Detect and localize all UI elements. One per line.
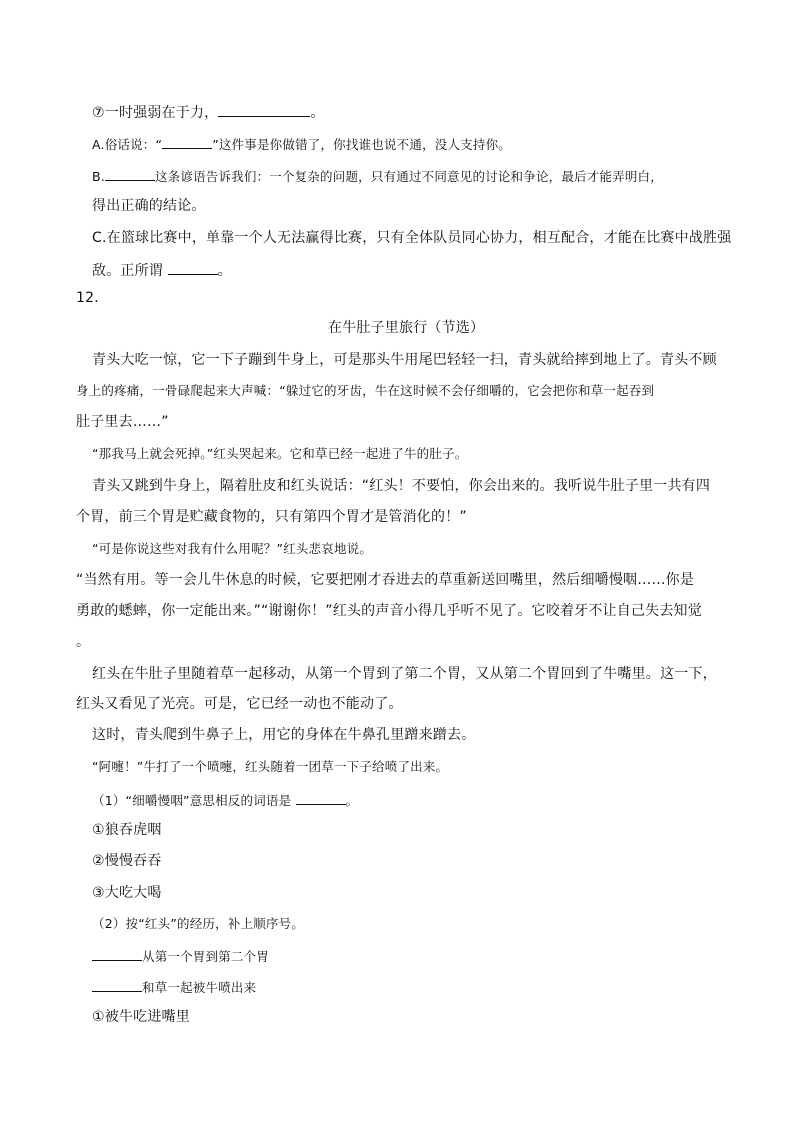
answer-blank[interactable] xyxy=(92,945,142,961)
item7-stem: ⑦一时强弱在于力， 。 xyxy=(92,101,325,123)
passage-line: “阿嚏！”牛打了一个喷嚏，红头随着一团草一下子给喷了出来。 xyxy=(92,759,449,774)
passage-line: 个胃，前三个胃是贮藏食物的，只有第四个胃才是管消化的！” xyxy=(76,509,467,525)
passage-line: 身上的疼痛，一骨碌爬起来大声喊：“躲过它的牙齿，牛在这时候不会仔细嚼的，它会把你和草一起吞到 xyxy=(76,383,655,398)
item7-option-c: C.在篮球比赛中，单靠一个人无法赢得比赛，只有全体队员同心协力，相互配合，才能在比赛中战胜强 xyxy=(92,230,732,246)
passage-title: 在牛肚子里旅行（节选） xyxy=(328,320,485,336)
subquestion-2-prompt: （2）按“红头”的经历，补上顺序号。 xyxy=(92,916,305,931)
order-line-3: ①被牛吃进嘴里 xyxy=(92,1009,190,1025)
item7-option-c-cont: 敌。正所谓 。 xyxy=(92,259,232,281)
passage-line: “当然有用。等一会儿牛休息的时候，它要把刚才吞进去的草重新送回嘴里，然后细嚼慢咽……你是 xyxy=(76,572,695,588)
passage-line: “那我马上就会死掉。”红头哭起来。它和草已经一起进了牛的肚子。 xyxy=(92,446,468,461)
passage-line: 青头又跳到牛身上，隔着肚皮和红头说话：“红头！不要怕，你会出来的。我听说牛肚子里一共有四 xyxy=(92,478,711,494)
answer-blank[interactable] xyxy=(92,976,142,992)
answer-blank[interactable] xyxy=(105,165,155,181)
answer-blank[interactable] xyxy=(218,101,310,117)
passage-line: 红头又看见了光亮。可是，它已经一动也不能动了。 xyxy=(76,696,403,712)
subquestion-1-prompt: （1）“细嚼慢咽”意思相反的词语是 。 xyxy=(92,789,358,811)
order-line-2: 和草一起被牛喷出来 xyxy=(92,976,256,998)
passage-line: 肚子里去……” xyxy=(76,414,169,430)
answer-blank[interactable] xyxy=(168,259,218,275)
item7-option-b-cont: 得出正确的结论。 xyxy=(92,198,206,214)
answer-blank[interactable] xyxy=(296,789,346,805)
item7-option-b: B. 这条谚语告诉我们：一个复杂的问题，只有通过不同意见的讨论和争论，最后才能弄明白， xyxy=(92,165,663,187)
item7-option-a: A.俗话说：“ ”这件事是你做错了，你找谁也说不通，没人支持你。 xyxy=(92,133,511,155)
passage-line: “可是你说这些对我有什么用呢？”红头悲哀地说。 xyxy=(92,541,373,556)
passage-line: 红头在牛肚子里随着草一起移动，从第一个胃到了第二个胃，又从第二个胃回到了牛嘴里。这一下， xyxy=(92,666,717,682)
passage-line: 这时，青头爬到牛鼻子上，用它的身体在牛鼻孔里蹭来蹭去。 xyxy=(92,727,476,743)
passage-line: 青头大吃一惊，它一下子蹦到牛身上，可是那头牛用尾巴轻轻一扫，青头就给摔到地上了。青头不顾 xyxy=(92,352,717,368)
answer-blank[interactable] xyxy=(162,133,212,149)
option-2: ②慢慢吞吞 xyxy=(92,853,162,869)
option-1: ①狼吞虎咽 xyxy=(92,822,162,838)
option-3: ③大吃大喝 xyxy=(92,885,162,901)
passage-line: 勇敢的蟋蟀，你一定能出来。”“谢谢你！”红头的声音小得几乎听不见了。它咬着牙不让自己失去知觉 xyxy=(76,603,702,619)
order-line-1: 从第一个胃到第二个胃 xyxy=(92,945,269,967)
passage-line: 。 xyxy=(76,634,91,650)
question-number: 12． xyxy=(76,290,109,306)
